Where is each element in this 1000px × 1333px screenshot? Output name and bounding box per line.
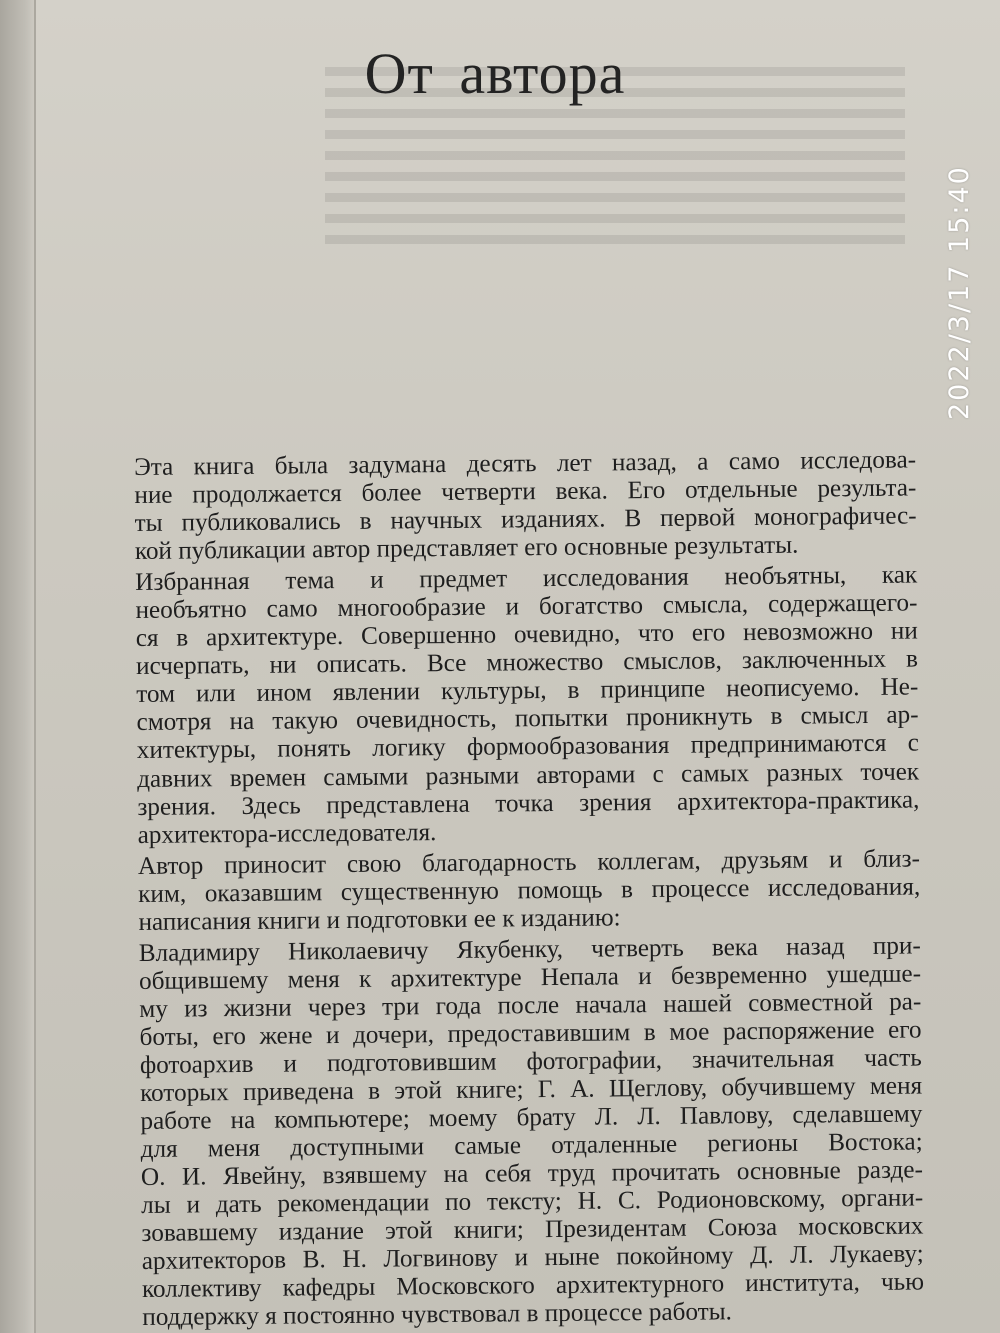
page-left-edge — [0, 0, 36, 1333]
body-text — [134, 446, 924, 1332]
text-line: ся в архитектуре. Совершенно очевидно, что его невозможно ни — [135, 617, 918, 653]
text-line: ты публиковались в научных изданиях. В первой монографичес- — [134, 502, 917, 538]
text-line: ким, оказавшим существенную помощь в процессе исследования, — [138, 873, 921, 908]
text-line: том или ином явлении культуры, в принципе неописуемо. Не- — [136, 673, 919, 709]
text-line: Избранная тема и предмет исследования необъятны, как — [135, 561, 918, 597]
text-line: необъятно само многообразие и богатство смысла, содержащего- — [135, 589, 918, 625]
text-line: зрения. Здесь представлена точка зрения архитектора-практика, — [137, 786, 920, 821]
text-line: Автор приносит свою благодарность коллегам, друзьям и близ- — [137, 845, 921, 880]
text-line: для меня доступными самые отдаленные регионы Востока; — [140, 1128, 923, 1164]
text-line: зовавшему издание этой книги; Президентам Союза московских — [141, 1212, 924, 1248]
text-line: написания книги и подготовки ее к изданию: — [138, 904, 621, 936]
text-line: боты, его жене и дочери, предоставившим в мое распоряжение его — [139, 1016, 922, 1051]
text-line: кой публикации автор представляет его основные результаты. — [134, 531, 799, 566]
text-line: давних времен самыми разными авторами с самых разных точек — [136, 757, 920, 793]
photo-timestamp: 2022/3/17 15:40 — [944, 165, 975, 420]
text-line: архитектора-исследователя. — [137, 818, 437, 849]
text-line: хитектуры, понять логику формообразования предпринимаются с — [136, 729, 919, 765]
text-line: О. И. Явейну, взявшему на себя труд прочитать основные разде- — [140, 1156, 924, 1192]
text-line: смотря на такую очевидность, попытки проникнуть в смысл ар- — [136, 701, 919, 737]
text-line: исчерпать, ни описать. Все множество смыслов, заключенных в — [135, 645, 919, 681]
text-line: работе на компьютере; моему брату Л. Л. Павлову, сделавшему — [140, 1100, 923, 1136]
text-line: коллективу кафедры Московского архитектурного института, чью — [141, 1268, 925, 1304]
text-line: общившему меня к архитектуре Непала и безвременно ушедше- — [138, 960, 922, 995]
page-title: От автора — [364, 41, 626, 106]
show-through-text — [215, 55, 925, 405]
text-line: ние продолжается более четверти века. Его отдельные результа- — [134, 474, 917, 510]
page-fold — [34, 0, 36, 1333]
text-line: Владимиру Николаевичу Якубенку, четверть века назад при- — [138, 932, 921, 967]
text-line: Эта книга была задумана десять лет назад, а само исследова- — [134, 446, 917, 481]
text-line: архитекторов В. Н. Логвинову и ныне покойному Д. Л. Лукаеву; — [141, 1240, 924, 1276]
text-line: лы и дать рекомендации по тексту; Н. С. Родионовскому, органи- — [141, 1184, 924, 1220]
text-line: поддержку я постоянно чувствовал в процессе работы. — [142, 1298, 733, 1332]
text-line: фотоархив и подготовившим фотографии, значительная часть — [139, 1044, 922, 1079]
text-line: му из жизни через три года после начала нашей совместной ра- — [139, 988, 922, 1023]
text-line: которых приведена в этой книге; Г. А. Щеглову, обучившему меня — [140, 1072, 923, 1108]
